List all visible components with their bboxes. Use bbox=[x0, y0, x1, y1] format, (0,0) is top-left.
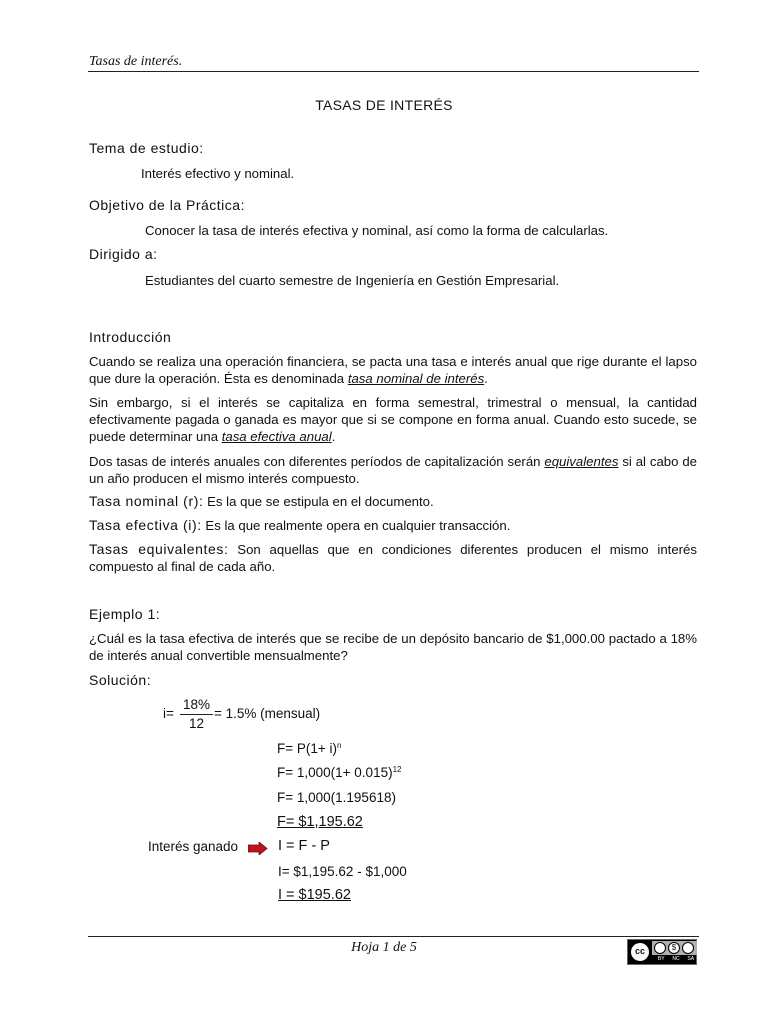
intro-p2-text: Sin embargo, si el interés se capitaliza en forma semestral, trimestral o mensual, la cantidad efectivamente pagada o ganada es mayor que si se compone en forma anual. Cuando esto sucede, se puede determinar una bbox=[89, 395, 697, 444]
intro-p2-end: . bbox=[331, 429, 336, 444]
formula-f2 bbox=[277, 765, 402, 780]
cc-license-badge bbox=[627, 939, 697, 965]
license-label-sa: SA bbox=[687, 956, 695, 962]
formula-f4-result: F= $1,195.62 bbox=[277, 814, 363, 830]
objetivo-text: Conocer la tasa de interés efectiva y nominal, así como la forma de calcularlas. bbox=[145, 223, 609, 238]
license-labels bbox=[654, 956, 698, 962]
formula-f2-exp: 12 bbox=[392, 765, 402, 774]
header-rule bbox=[88, 71, 699, 72]
example-heading: Ejemplo 1: bbox=[89, 606, 161, 622]
formula-f1-base: F= P(1+ i) bbox=[277, 741, 338, 756]
def-equiv-text: Son aquellas que en condiciones diferentes producen el mismo interés compuesto al final de cada año. bbox=[89, 542, 697, 574]
page-number: Hoja 1 de 5 bbox=[351, 940, 417, 955]
interes-eq-2: I= $1,195.62 - $1,000 bbox=[278, 864, 407, 879]
formula-f1-exp: n bbox=[337, 741, 342, 750]
dirigido-label: Dirigido a: bbox=[89, 246, 158, 262]
intro-p1-text: Cuando se realiza una operación financiera, se pacta una tasa e interés anual que rige durante el lapso que dure la operación. Ésta es denominada bbox=[89, 354, 697, 386]
interes-eq-1: I = F - P bbox=[278, 838, 330, 854]
page-title: TASAS DE INTERÉS bbox=[315, 97, 453, 113]
def-efectiva-label: Tasa efectiva (i): bbox=[89, 517, 202, 533]
def-nominal-text: Es la que se estipula en el documento. bbox=[203, 494, 434, 509]
equivalentes-term: equivalentes bbox=[544, 454, 619, 469]
sa-share-icon bbox=[682, 942, 694, 954]
def-equiv-label: Tasas equivalentes: bbox=[89, 541, 229, 557]
intro-p3-end: si al cabo de un año producen el mismo interés compuesto. bbox=[89, 454, 697, 486]
intro-heading: Introducción bbox=[89, 329, 172, 345]
intro-paragraph-2 bbox=[89, 394, 697, 445]
formula-f3: F= 1,000(1.195618) bbox=[277, 790, 396, 805]
formula-f2-base: F= 1,000(1+ 0.015) bbox=[277, 765, 393, 780]
def-efectiva bbox=[89, 517, 510, 535]
i-prefix: i= bbox=[163, 706, 174, 721]
i-result: = 1.5% (mensual) bbox=[214, 706, 321, 721]
cc-icon: cc bbox=[630, 942, 650, 962]
intro-p3-text: Dos tasas de interés anuales con diferentes períodos de capitalización serán bbox=[89, 454, 545, 469]
def-efectiva-text: Es la que realmente opera en cualquier transacción. bbox=[201, 518, 511, 533]
fraction-denominator: 12 bbox=[188, 716, 205, 731]
def-equivalentes bbox=[89, 541, 697, 575]
objetivo-label: Objetivo de la Práctica: bbox=[89, 197, 245, 213]
def-nominal bbox=[89, 493, 434, 511]
license-label-by: BY bbox=[657, 956, 665, 962]
tasa-nominal-term: tasa nominal de interés bbox=[347, 371, 485, 386]
by-person-icon bbox=[654, 942, 666, 954]
dirigido-text: Estudiantes del cuarto semestre de Ingeniería en Gestión Empresarial. bbox=[145, 273, 560, 288]
example-question: ¿Cuál es la tasa efectiva de interés que se recibe de un depósito bancario de $1,000.00 pactado a 18% de interés anual convertible mensualmente? bbox=[89, 631, 697, 663]
arrow-right-icon bbox=[248, 842, 268, 855]
running-header: Tasas de interés. bbox=[89, 54, 183, 69]
def-nominal-label: Tasa nominal (r): bbox=[89, 493, 204, 509]
tasa-efectiva-term: tasa efectiva anual bbox=[221, 429, 332, 444]
fraction-numerator: 18% bbox=[182, 697, 211, 712]
footer-rule bbox=[88, 936, 699, 937]
nc-dollar-icon: $ bbox=[668, 942, 680, 954]
fraction-bar bbox=[180, 714, 213, 715]
formula-f1 bbox=[277, 741, 341, 756]
intro-p1-end: . bbox=[484, 371, 488, 386]
fraction bbox=[180, 697, 213, 731]
license-icons-bar bbox=[652, 941, 697, 955]
tema-text: Interés efectivo y nominal. bbox=[141, 166, 295, 181]
interes-eq-3-result: I = $195.62 bbox=[278, 887, 351, 903]
tema-label: Tema de estudio: bbox=[89, 140, 204, 156]
interes-label: Interés ganado bbox=[148, 839, 239, 854]
intro-paragraph-1 bbox=[89, 353, 697, 387]
license-label-nc: NC bbox=[672, 956, 680, 962]
intro-paragraph-3 bbox=[89, 453, 697, 487]
solution-label: Solución: bbox=[89, 672, 152, 688]
